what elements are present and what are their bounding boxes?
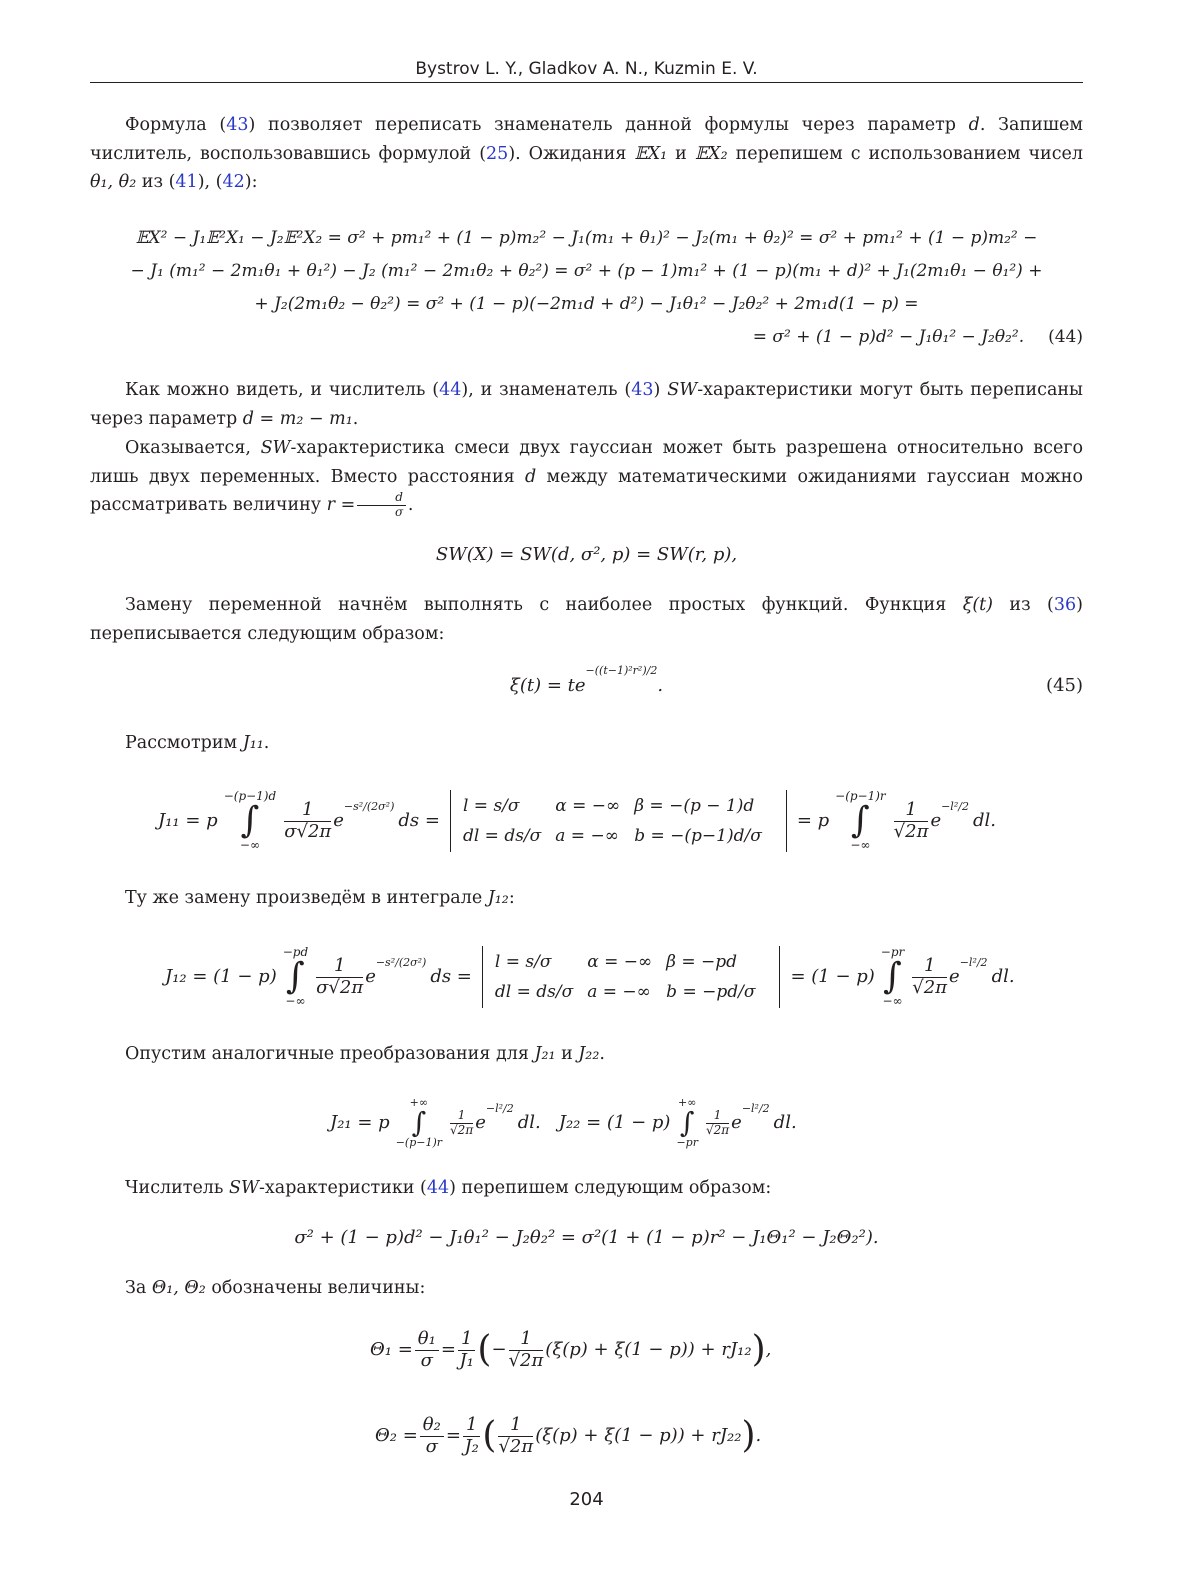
ref-43b[interactable]: 43 bbox=[631, 380, 654, 400]
ref-25[interactable]: 25 bbox=[486, 143, 509, 164]
eq44-line-1: 𝔼X² − J₁𝔼²X₁ − J₂𝔼²X₂ = σ² + pm₁² + (1 − p)m₂² − J₁(m₁ + θ₁)² − J₂(m₁ + θ₂)² = σ² + pm₁² + (1 − p)m₂² − bbox=[135, 228, 1038, 248]
equation-45: $\xi(t) = te^{-((t-1)^2r^2)/2}$. (45) bbox=[90, 672, 1083, 700]
j11-integral: −(p−1)d ∫ −∞ bbox=[223, 788, 277, 852]
equation-44 bbox=[90, 224, 1083, 356]
numerator-equation: σ² + (1 − p)d² − J₁θ₁² − J₂θ₂² = σ²(1 + (1 − p)r² − J₁Θ₁² − J₂Θ₂²). bbox=[294, 1227, 879, 1248]
ref-42[interactable]: 42 bbox=[222, 172, 245, 192]
sw-equation: SW(X) = SW(d, σ², p) = SW(r, p), bbox=[435, 544, 738, 565]
j11-equation: J₁₁ = p −(p−1)d ∫ −∞ $\frac{1}{\sigma√2\pi}$ $e^{-s^2/(2\sigma^2)}$ ds = l = s/σ α = −∞ β = −(p − 1)d dl = ds/σ a = −∞ b = −(p−1)d/σ = p −(p−1)r ∫ −∞ $\frac{1}{√2\pi}$ $e^{-l^2/2}$ dl. bbox=[158, 788, 996, 852]
j21-j22-equation: J₂₁ = p +∞ ∫ −(p−1)r $\frac{1}{√2\pi}$ $e^{-l^2/2}$ dl. J₂₂ = (1 − p) +∞ ∫ −pr $\frac{1}{√2\pi}$ $e^{-l^2/2}$ dl. bbox=[330, 1095, 797, 1149]
ref-44b[interactable]: 44 bbox=[426, 1178, 450, 1198]
paragraph-8: Числитель SW-характеристики (44) перепишем следующим образом: bbox=[125, 1178, 772, 1198]
fraction-d-over-sigma: $\frac{d}{\sigma}$ bbox=[357, 491, 406, 520]
subst-bar-left bbox=[450, 790, 451, 852]
j12-integral: −pd ∫ −∞ bbox=[282, 944, 309, 1008]
eq45-number: (45) bbox=[1046, 675, 1083, 696]
paragraph-1: Формула (43) позволяет переписать знаменатель данной формулы через параметр d. Запишем числитель, воспользовавшись формулой (25). Ожидания 𝔼X₁ и 𝔼X₂ перепишем с использованием чисел θ₁, θ₂ из (41), (42): bbox=[90, 115, 1084, 192]
ref-36[interactable]: 36 bbox=[1053, 595, 1077, 615]
theta2-equation: Θ₂ = $\frac{\text{θ₂}}{\sigma}$ = $\frac{1}{\text{J₂}}$ ( $\frac{1}{√2\pi}$ (ξ(p) + ξ(1 − p)) + rJ₂₂ ) . bbox=[375, 1413, 762, 1457]
paragraph-6: Ту же замену произведём в интеграле J₁₂: bbox=[125, 888, 515, 908]
running-header: Bystrov L. Y., Gladkov A. N., Kuzmin E. V. bbox=[415, 59, 758, 79]
theta1-equation: Θ₁ = $\frac{\text{θ₁}}{\sigma}$ = $\frac{1}{\text{J₁}}$ ( − $\frac{1}{√2\pi}$ (ξ(p) + ξ(1 − p)) + rJ₁₂ ) , bbox=[370, 1327, 772, 1371]
ref-41[interactable]: 41 bbox=[175, 172, 198, 192]
j12-equation: J₁₂ = (1 − p) −pd ∫ −∞ $\frac{1}{\sigma√2\pi}$ $e^{-s^2/(2\sigma^2)}$ ds = l = s/σ α = −∞ β = −pd dl = ds/σ a = −∞ b = −pd/σ = (1 − p) −pr ∫ −∞ $\frac{1}{√2\pi}$ $e^{-l^2/2}$ dl. bbox=[165, 944, 1015, 1008]
eq44-line-4: = σ² + (1 − p)d² − J₁θ₁² − J₂θ₂². (44) bbox=[752, 327, 1083, 347]
paragraph-5: Рассмотрим J₁₁. bbox=[125, 733, 270, 753]
eq44-number: (44) bbox=[1048, 327, 1083, 347]
ref-44[interactable]: 44 bbox=[439, 380, 462, 400]
eq44-line-3: + J₂(2m₁θ₂ − θ₂²) = σ² + (1 − p)(−2m₁d + d²) − J₁θ₁² − J₂θ₂² + 2m₁d(1 − p) = bbox=[254, 294, 919, 314]
eq44-line-2: − J₁ (m₁² − 2m₁θ₁ + θ₁²) − J₂ (m₁² − 2m₁θ₂ + θ₂²) = σ² + (p − 1)m₁² + (1 − p)(m₁ + d)² + J₁(2m₁θ₁ − θ₁²) + bbox=[130, 261, 1043, 281]
subst-bar-right bbox=[786, 790, 787, 852]
paragraph-9: За Θ₁, Θ₂ обозначены величины: bbox=[125, 1278, 426, 1298]
j11-substitution: l = s/σ α = −∞ β = −(p − 1)d dl = ds/σ a = −∞ b = −(p−1)d/σ bbox=[462, 796, 762, 846]
page-number: 204 bbox=[569, 1489, 604, 1510]
ref-43[interactable]: 43 bbox=[226, 115, 249, 135]
header-divider bbox=[90, 82, 1083, 83]
paragraph-2: Как можно видеть, и числитель (44), и знаменатель (43) SW-характеристики могут быть переписаны через параметр d = m₂ − m₁. bbox=[90, 380, 1083, 429]
j12-substitution: l = s/σ α = −∞ β = −pd dl = ds/σ a = −∞ b = −pd/σ bbox=[494, 952, 756, 1002]
paragraph-7: Опустим аналогичные преобразования для J₂₁ и J₂₂. bbox=[125, 1044, 605, 1064]
paragraph-3: Оказывается, SW-характеристика смеси двух гауссиан может быть разрешена относительно всего лишь двух переменных. Вместо расстояния d между математическими ожиданиями гауссиан можно рассматривать величину r = $\frac{d}{\sigma}$ . bbox=[90, 438, 1084, 519]
paragraph-4: Замену переменной начнём выполнять с наиболее простых функций. Функция ξ(t) из (36) переписывается следующим образом: bbox=[90, 595, 1083, 644]
